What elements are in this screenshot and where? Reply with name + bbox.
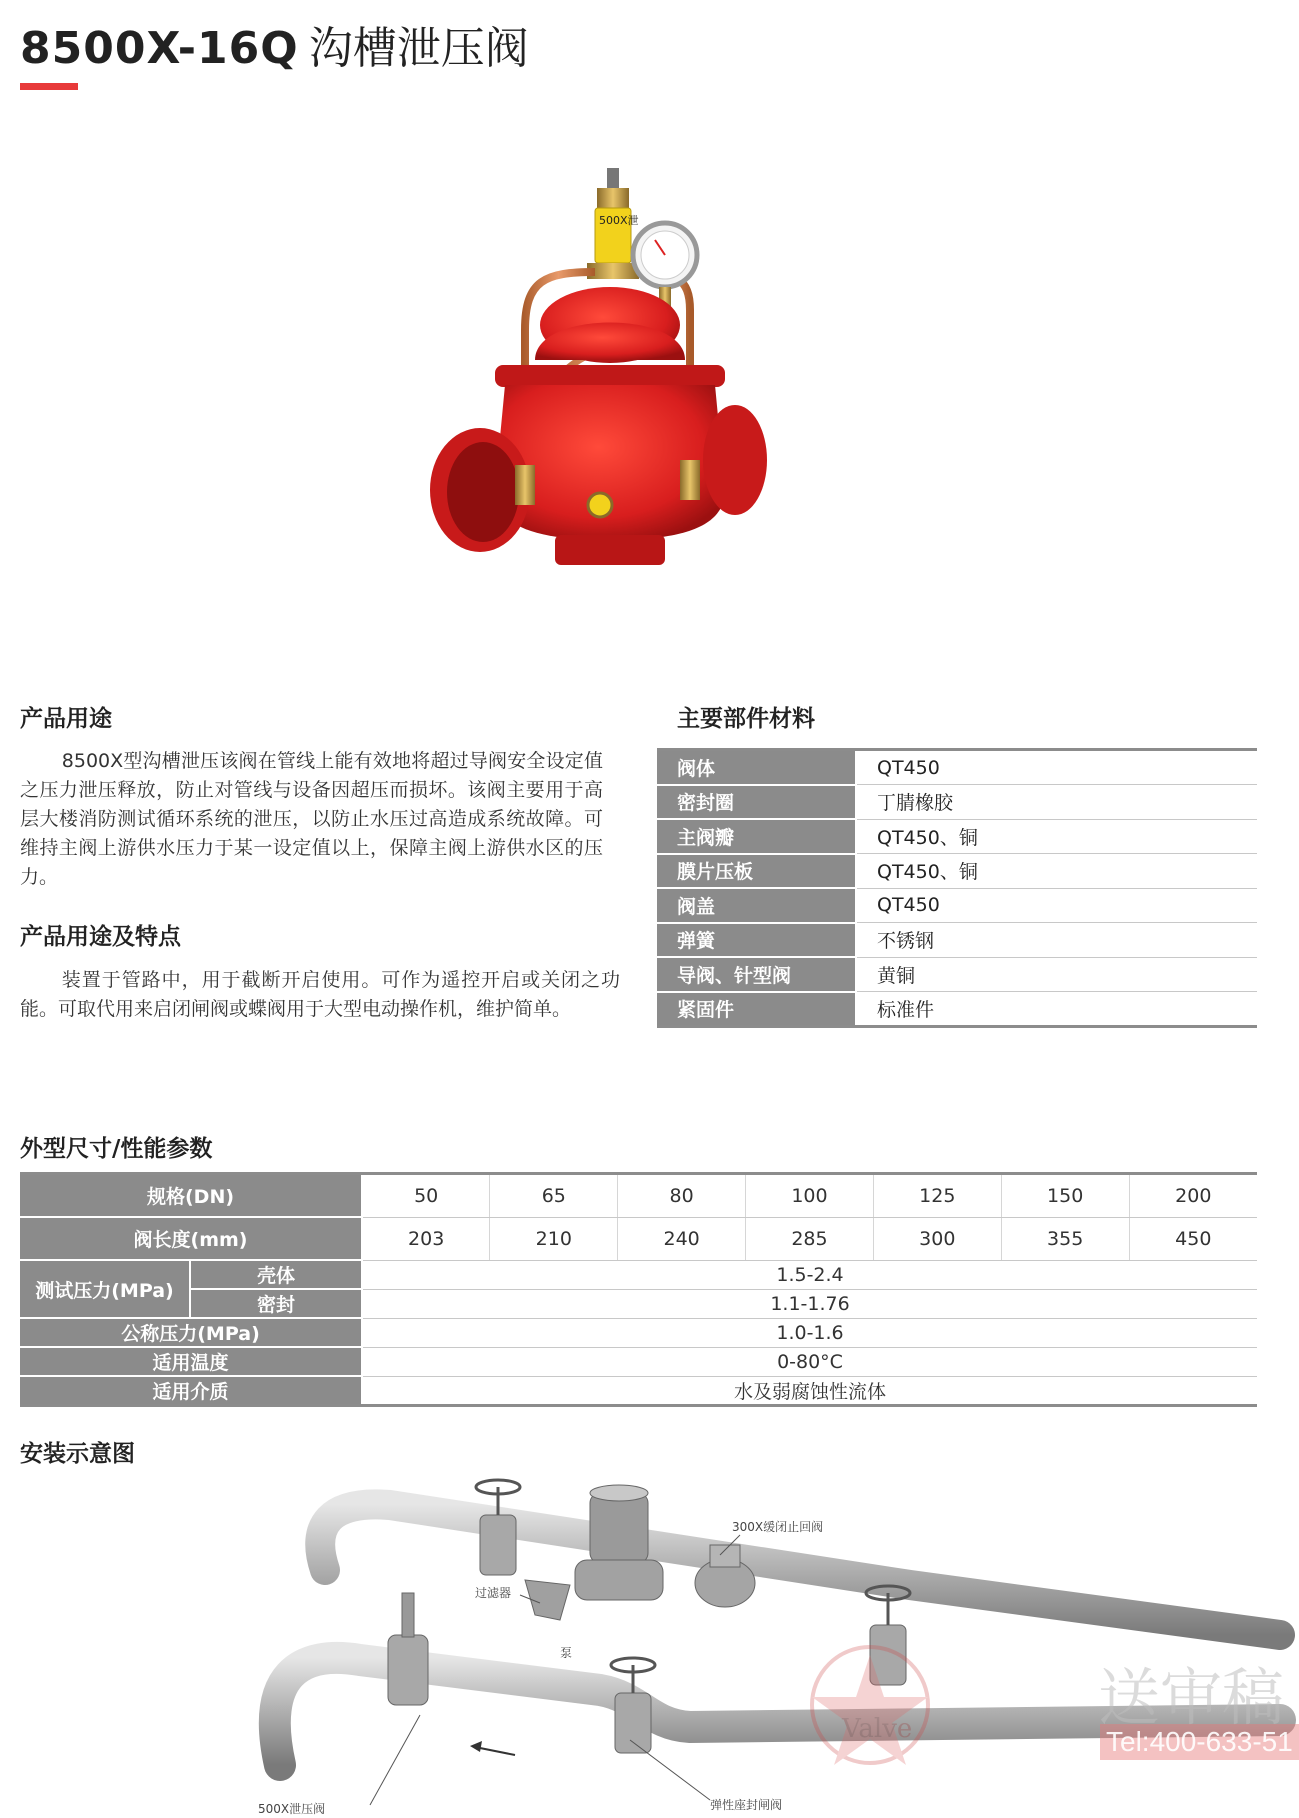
material-part: 主阀瓣	[657, 819, 856, 854]
label-pump: 泵	[560, 1646, 573, 1660]
title-accent-bar	[20, 83, 78, 90]
nominal-label: 公称压力(MPa)	[20, 1318, 362, 1347]
table-row	[657, 992, 1257, 1027]
length-value: 285	[746, 1217, 874, 1260]
usage-heading: 产品用途	[20, 706, 112, 732]
relief-valve	[388, 1593, 428, 1705]
material-part: 导阀、针型阀	[657, 957, 856, 992]
product-name: 沟槽泄压阀	[308, 23, 529, 74]
pilot-label: 500X泄	[599, 214, 639, 227]
label-relief-valve: 500X泄压阀	[258, 1802, 326, 1816]
dn-value: 50	[362, 1174, 490, 1218]
pilot-cap	[597, 188, 629, 208]
pilot-screw	[607, 168, 619, 190]
installation-diagram	[258, 1475, 1280, 1818]
valve-flange	[495, 365, 725, 387]
shell-label: 壳体	[190, 1260, 362, 1289]
dn-value: 150	[1001, 1174, 1129, 1218]
upper-gate-valve	[476, 1480, 520, 1575]
table-row	[657, 750, 1257, 785]
product-code: 8500X-16Q	[20, 23, 299, 74]
material-value: QT450	[856, 888, 1257, 923]
medium-value: 水及弱腐蚀性流体	[362, 1376, 1257, 1406]
table-row	[20, 1174, 1257, 1218]
material-part: 阀体	[657, 750, 856, 785]
dn-value: 125	[873, 1174, 1001, 1218]
temp-label: 适用温度	[20, 1347, 362, 1376]
watermark-logo	[812, 1647, 928, 1765]
nominal-value: 1.0-1.6	[362, 1318, 1257, 1347]
length-value: 203	[362, 1217, 490, 1260]
page-title	[20, 12, 529, 76]
length-label: 阀长度(mm)	[20, 1217, 362, 1260]
dimensions-heading: 外型尺寸/性能参数	[20, 1136, 213, 1162]
table-row	[657, 785, 1257, 820]
shell-value: 1.5-2.4	[362, 1260, 1257, 1289]
material-part: 密封圈	[657, 785, 856, 820]
label-gate-valve: 弹性座封闸阀	[710, 1798, 783, 1812]
dn-value: 200	[1129, 1174, 1257, 1218]
table-row	[20, 1289, 1257, 1318]
table-row	[657, 923, 1257, 958]
temp-value: 0-80°C	[362, 1347, 1257, 1376]
watermark-tel: Tel:400-633-51	[1100, 1724, 1299, 1760]
material-value: 丁腈橡胶	[856, 785, 1257, 820]
features-heading: 产品用途及特点	[20, 924, 181, 950]
length-value: 300	[873, 1217, 1001, 1260]
dn-label: 规格(DN)	[20, 1174, 362, 1218]
material-value: 黄铜	[856, 957, 1257, 992]
length-value: 450	[1129, 1217, 1257, 1260]
material-value: QT450	[856, 750, 1257, 785]
table-row	[20, 1260, 1257, 1289]
install-heading: 安装示意图	[20, 1441, 135, 1467]
table-row	[657, 854, 1257, 889]
materials-table	[657, 748, 1257, 1028]
seal-value: 1.1-1.76	[362, 1289, 1257, 1318]
length-value: 240	[618, 1217, 746, 1260]
material-part: 紧固件	[657, 992, 856, 1027]
material-part: 膜片压板	[657, 854, 856, 889]
dn-value: 100	[746, 1174, 874, 1218]
medium-label: 适用介质	[20, 1376, 362, 1406]
table-row	[20, 1376, 1257, 1406]
dn-value: 65	[490, 1174, 618, 1218]
material-part: 弹簧	[657, 923, 856, 958]
svg-text:Valve: Valve	[842, 1714, 913, 1744]
usage-text: 8500X型沟槽泄压该阀在管线上能有效地将超过导阀安全设定值之压力泄压释放，防止对管线与设备因超压而损坏。该阀主要用于高层大楼消防测试循环系统的泄压，以防止水压过高造成系统故障。可维持主阀上游供水压力于某一设定值以上，保障主阀上游供水区的压力。	[20, 750, 603, 888]
material-value: QT450、铜	[856, 819, 1257, 854]
table-row	[20, 1347, 1257, 1376]
spec-table	[20, 1172, 1257, 1407]
dn-value: 80	[618, 1174, 746, 1218]
features-text: 装置于管路中，用于截断开启使用。可作为遥控开启或关闭之功能。可取代用来启闭闸阀或蝶阀用于大型电动操作机，维护简单。	[20, 969, 620, 1020]
table-row	[20, 1318, 1257, 1347]
material-part: 阀盖	[657, 888, 856, 923]
table-row	[657, 888, 1257, 923]
table-row	[20, 1217, 1257, 1260]
length-value: 355	[1001, 1217, 1129, 1260]
watermark-text: 送审稿	[1098, 1661, 1285, 1734]
label-filter: 过滤器	[475, 1586, 512, 1600]
materials-heading: 主要部件材料	[677, 706, 815, 732]
pump-body	[575, 1560, 663, 1600]
test-pressure-label: 测试压力(MPa)	[20, 1260, 190, 1318]
material-value: QT450、铜	[856, 854, 1257, 889]
material-value: 标准件	[856, 992, 1257, 1027]
lower-gate-valve	[611, 1658, 655, 1753]
table-row	[657, 819, 1257, 854]
product-photo	[425, 160, 795, 660]
table-row	[657, 957, 1257, 992]
flow-arrow	[475, 1747, 515, 1755]
pump-motor	[590, 1493, 648, 1563]
seal-label: 密封	[190, 1289, 362, 1318]
length-value: 210	[490, 1217, 618, 1260]
outlet-end	[703, 405, 767, 515]
material-value: 不锈钢	[856, 923, 1257, 958]
label-check-valve: 300X缓闭止回阀	[732, 1520, 824, 1534]
